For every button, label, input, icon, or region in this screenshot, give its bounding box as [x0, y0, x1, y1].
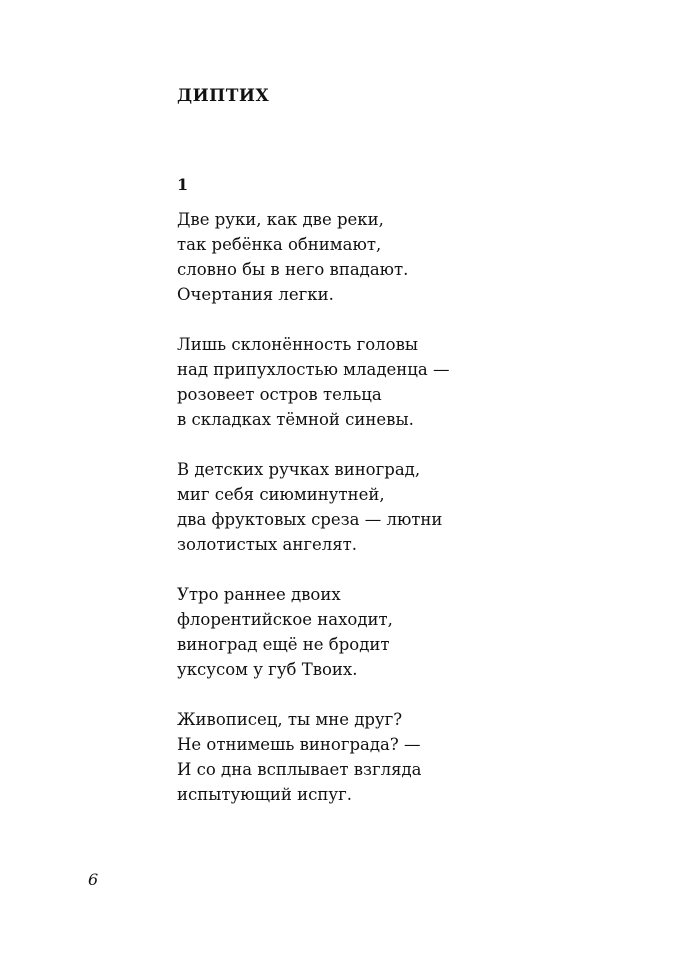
poem-line: Утро раннее двоих [177, 585, 341, 604]
stanza [177, 582, 597, 682]
poem-line: В детских ручках виноград, [177, 460, 421, 479]
poem-line: флорентийское находит, [177, 610, 393, 629]
poem-line: в складках тёмной синевы. [177, 410, 414, 429]
poem-line: И со дна всплывает взгляда [177, 760, 422, 779]
poem-line: миг себя сиюминутней, [177, 485, 385, 504]
stanza [177, 207, 597, 307]
stanza [177, 332, 597, 432]
poem-line: уксусом у губ Твоих. [177, 660, 358, 679]
section-number: 1 [177, 175, 189, 194]
poem-line: золотистых ангелят. [177, 535, 358, 554]
poem-line: над припухлостью младенца — [177, 360, 450, 379]
poem-line: Две руки, как две реки, [177, 210, 384, 229]
stanza [177, 457, 597, 557]
poem-title: ДИПТИХ [177, 86, 270, 106]
poem-line: Живописец, ты мне друг? [177, 710, 403, 729]
stanza [177, 707, 597, 807]
poem-line: так ребёнка обнимают, [177, 235, 382, 254]
poem-line: Не отнимешь винограда? — [177, 735, 421, 754]
poem-line: виноград ещё не бродит [177, 635, 390, 654]
poem-line: розовеет остров тельца [177, 385, 382, 404]
page-number: 6 [88, 870, 99, 889]
poem-line: испытующий испуг. [177, 785, 352, 804]
poem-line: Лишь склонённость головы [177, 335, 419, 354]
poem-line: словно бы в него впадают. [177, 260, 409, 279]
poem-line: Очертания легки. [177, 285, 334, 304]
poem-body [177, 207, 597, 832]
poem-line: два фруктовых среза — лютни [177, 510, 443, 529]
